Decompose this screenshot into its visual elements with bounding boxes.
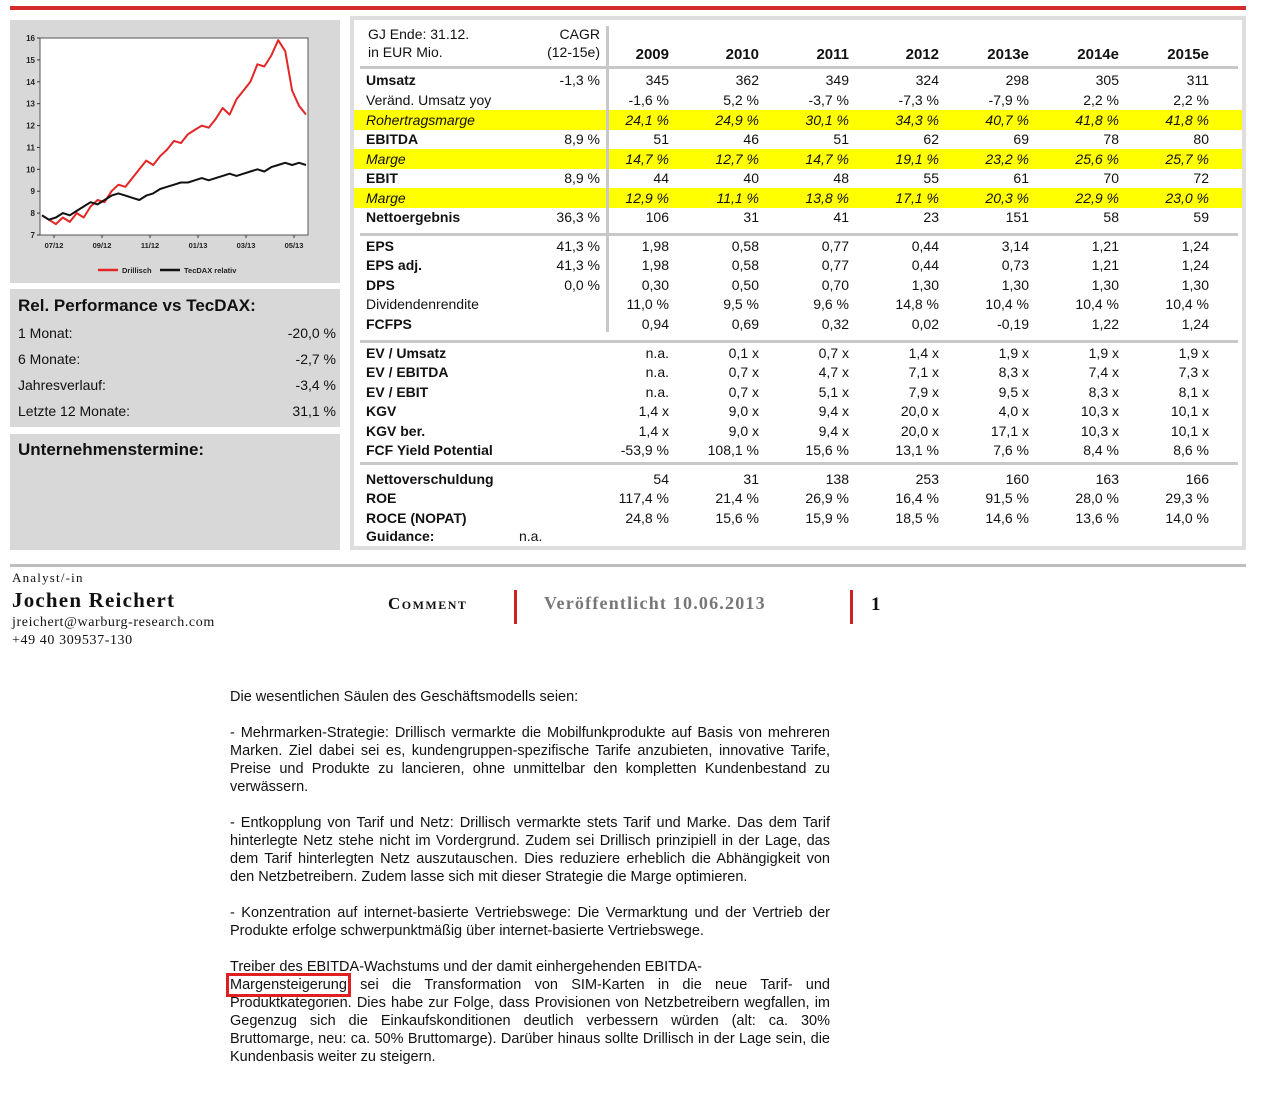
table-cell: 20,0 x: [900, 423, 939, 439]
y-tick-label: 15: [26, 55, 35, 65]
row-label: Rohertragsmarge: [366, 112, 475, 128]
table-row: [354, 362, 1242, 382]
table-cell: 0,58: [731, 257, 759, 273]
cagr-cell: 8,9 %: [564, 170, 600, 186]
table-cell: 1,21: [1091, 238, 1119, 254]
table-cell: 2,2 %: [1083, 92, 1119, 108]
row-label: DPS: [366, 277, 395, 293]
table-cell: 41,8 %: [1165, 112, 1209, 128]
x-tick-label: 09/12: [92, 241, 112, 250]
perf-row: [18, 377, 336, 393]
table-cell: 11,0 %: [626, 296, 669, 312]
table-cell: 69: [1013, 131, 1029, 147]
y-tick-label: 7: [30, 231, 35, 240]
x-tick-label: 03/13: [236, 241, 256, 250]
table-cell: 10,1 x: [1170, 423, 1209, 439]
table-cell: 0,50: [731, 277, 759, 293]
table-cell: 15,6 %: [805, 442, 849, 458]
table-cell: 46: [743, 131, 759, 147]
table-cell: 7,9 x: [908, 384, 939, 400]
cagr-period-header: (12-15e): [547, 44, 600, 60]
table-cell: 8,1 x: [1178, 384, 1209, 400]
table-cell: 151: [1005, 209, 1029, 225]
table-cell: 11,1 %: [716, 190, 759, 206]
table-row: [354, 70, 1242, 90]
table-cell: 0,32: [821, 316, 849, 332]
row-label: Veränd. Umsatz yoy: [366, 92, 492, 108]
red-divider: [514, 590, 517, 624]
table-cell: 26,9 %: [805, 490, 849, 506]
table-row: [354, 275, 1242, 295]
table-cell: 8,3 x: [1088, 384, 1119, 400]
table-cell: 44: [653, 170, 669, 186]
perf-row: [18, 351, 336, 367]
table-cell: 8,3 x: [998, 364, 1029, 380]
table-cell: 41: [833, 209, 849, 225]
table-cell: 9,6 %: [813, 296, 849, 312]
perf-label: 1 Monat:: [18, 325, 73, 341]
paragraph: Die wesentlichen Säulen des Geschäftsmodells seien:: [230, 689, 579, 705]
table-cell: 1,24: [1181, 316, 1209, 332]
year-header: 2014e: [1077, 46, 1119, 63]
article-body: [230, 688, 830, 1084]
table-cell: 0,7 x: [818, 345, 849, 361]
table-cell: 0,70: [821, 277, 849, 293]
table-cell: 0,77: [821, 257, 849, 273]
row-label: EPS adj.: [366, 257, 423, 273]
table-cell: 80: [1193, 131, 1209, 147]
table-cell: 1,9 x: [1178, 345, 1209, 361]
row-label: EBIT: [366, 170, 398, 186]
table-row: [354, 294, 1242, 314]
y-tick-label: 12: [26, 121, 35, 131]
table-cell: n.a.: [645, 384, 669, 400]
table-cell: 9,5 x: [998, 384, 1029, 400]
table-cell: 8,6 %: [1173, 442, 1209, 458]
table-cell: 10,3 x: [1080, 423, 1119, 439]
y-tick-label: 10: [26, 165, 35, 175]
analyst-phone: +49 40 309537-130: [12, 633, 133, 648]
table-cell: 298: [1005, 72, 1029, 88]
table-cell: 4,7 x: [818, 364, 849, 380]
table-cell: 20,3 %: [985, 190, 1029, 206]
table-cell: 0,1 x: [728, 345, 759, 361]
table-cell: 15,6 %: [715, 510, 759, 526]
table-cell: 31: [743, 471, 759, 487]
table-row: [354, 469, 1242, 489]
table-cell: 58: [1103, 209, 1119, 225]
x-tick-label: 07/12: [44, 241, 64, 250]
table-cell: 7,6 %: [993, 442, 1029, 458]
table-cell: 8,4 %: [1083, 442, 1119, 458]
table-cell: 7,3 x: [1178, 364, 1209, 380]
header-separator: [360, 66, 1238, 69]
published-date: Veröffentlicht 10.06.2013: [544, 593, 766, 613]
perf-label: 6 Monate:: [18, 351, 81, 367]
table-cell: 324: [915, 72, 939, 88]
table-cell: 14,6 %: [985, 510, 1029, 526]
page-number: 1: [871, 594, 881, 615]
table-cell: 10,1 x: [1170, 403, 1209, 419]
table-cell: 1,4 x: [908, 345, 939, 361]
table-cell: 0,69: [731, 316, 759, 332]
table-cell: 1,98: [641, 238, 669, 254]
company-events-panel: [10, 434, 340, 550]
table-row: [354, 440, 1242, 460]
table-cell: 345: [645, 72, 669, 88]
perf-label: Letzte 12 Monate:: [18, 403, 131, 419]
table-row: [354, 90, 1242, 110]
plot-area: [40, 38, 308, 235]
section-rule: [10, 564, 1246, 567]
table-cell: 24,8 %: [625, 510, 669, 526]
red-divider: [850, 590, 853, 624]
table-cell: 10,4 %: [1075, 296, 1119, 312]
financials-table: [354, 20, 1242, 546]
table-row: [354, 110, 1242, 130]
cagr-cell: -1,3 %: [559, 72, 600, 88]
table-cell: 40: [743, 170, 759, 186]
table-cell: 21,4 %: [715, 490, 759, 506]
table-row: [354, 343, 1242, 363]
table-cell: 23: [923, 209, 939, 225]
legend-label: TecDAX relativ: [184, 266, 237, 275]
table-cell: 41,8 %: [1075, 112, 1119, 128]
table-cell: 106: [645, 209, 669, 225]
table-cell: 9,0 x: [728, 403, 759, 419]
cagr-cell: 41,3 %: [556, 238, 600, 254]
table-cell: 48: [833, 170, 849, 186]
table-cell: 7,4 x: [1088, 364, 1119, 380]
table-cell: 163: [1095, 471, 1119, 487]
row-label: Nettoergebnis: [366, 209, 461, 225]
table-cell: 15,9 %: [805, 510, 849, 526]
group-separator: [360, 340, 1238, 343]
analyst-email[interactable]: jreichert@warburg-research.com: [12, 615, 215, 630]
table-cell: 24,1 %: [625, 112, 669, 128]
table-cell: 108,1 %: [707, 442, 759, 458]
table-cell: 13,6 %: [1075, 510, 1119, 526]
table-row: [354, 236, 1242, 256]
row-label: Marge: [366, 190, 406, 206]
table-cell: 13,8 %: [805, 190, 849, 206]
table-cell: 3,14: [1001, 238, 1029, 254]
row-label: FCFPS: [366, 316, 412, 332]
perf-value: -20,0 %: [287, 325, 336, 341]
table-cell: 0,44: [911, 238, 939, 254]
table-cell: 12,7 %: [715, 151, 759, 167]
table-cell: 78: [1103, 131, 1119, 147]
row-label: Marge: [366, 151, 406, 167]
row-label: ROE: [366, 490, 397, 506]
analyst-name: Jochen Reichert: [12, 588, 176, 612]
table-cell: 62: [923, 131, 939, 147]
table-cell: 0,44: [911, 257, 939, 273]
table-cell: 1,98: [641, 257, 669, 273]
paragraph: - Entkopplung von Tarif und Netz: Drillisch vermarkte stets Tarif und Marke. Das dem Tarif hinterlegte Netz stehe nicht im Vordergrund. Zudem sei Drillisch prinzipiell in der Lage, das dem Tarif hinterlegten Netz auszutauschen. Dies reduziere erheblich die Abhängigkeit von den Netzbetreibern. Zudem lasse sich mit dieser Strategie die Marge optimieren.: [230, 815, 830, 885]
table-cell: 19,1 %: [895, 151, 939, 167]
relative-performance-panel: [10, 289, 340, 427]
year-header: 2013e: [987, 46, 1029, 63]
table-cell: 59: [1193, 209, 1209, 225]
y-tick-label: 9: [30, 187, 35, 197]
paragraph-text: Treiber des EBITDA-Wachstums und der damit einhergehenden EBITDA-: [230, 959, 702, 975]
table-cell: 117,4 %: [618, 490, 669, 506]
row-label: KGV ber.: [366, 423, 426, 439]
table-cell: 14,0 %: [1165, 510, 1209, 526]
table-cell: -3,7 %: [808, 92, 849, 108]
table-cell: 55: [923, 170, 939, 186]
table-cell: 0,7 x: [728, 364, 759, 380]
x-tick-label: 11/12: [140, 241, 160, 250]
row-label: Umsatz: [366, 72, 416, 88]
y-tick-label: 16: [26, 34, 35, 43]
table-cell: 1,22: [1091, 316, 1119, 332]
table-cell: 1,9 x: [1088, 345, 1119, 361]
table-cell: -53,9 %: [620, 442, 669, 458]
highlighted-term: Margensteigerung: [230, 977, 347, 993]
paragraph: - Konzentration auf internet-basierte Vertriebswege: Die Vermarktung und der Vertrieb der Produkte erfolge schwerpunktmäßig über internet-basierte Vertriebswege.: [230, 905, 830, 939]
table-cell: 0,7 x: [728, 384, 759, 400]
group-separator: [360, 233, 1238, 236]
table-cell: 16,4 %: [895, 490, 939, 506]
fiscal-year-header: GJ Ende: 31.12.: [368, 26, 470, 42]
table-cell: 5,1 x: [818, 384, 849, 400]
row-label: KGV: [366, 403, 397, 419]
row-label: EBITDA: [366, 131, 419, 147]
table-cell: 1,30: [1001, 277, 1029, 293]
cagr-cell: 8,9 %: [564, 131, 600, 147]
y-tick-label: 13: [26, 99, 35, 109]
paragraph: - Mehrmarken-Strategie: Drillisch vermarkte die Mobilfunkprodukte auf Basis von mehreren Marken. Ziel dabei sei es, kundengruppen-spezifische Tarife anzubieten, innovative Tarife, Preise und Produkte zu lancieren, ohne unmittelbar den kompletten Kundenbestand zu verwässern.: [230, 725, 830, 795]
table-cell: 305: [1095, 72, 1119, 88]
table-cell: 12,9 %: [625, 190, 669, 206]
row-label: ROCE (NOPAT): [366, 510, 467, 526]
table-cell: 1,4 x: [638, 403, 669, 419]
table-cell: -7,9 %: [988, 92, 1029, 108]
table-cell: 0,02: [911, 316, 939, 332]
guidance-value: n.a.: [519, 528, 543, 544]
table-cell: 51: [833, 131, 849, 147]
table-cell: 18,5 %: [895, 510, 939, 526]
table-row: [354, 421, 1242, 441]
table-row: [354, 207, 1242, 227]
x-tick-label: 01/13: [188, 241, 208, 250]
table-cell: 1,24: [1181, 257, 1209, 273]
group-separator: [360, 462, 1238, 465]
table-cell: 9,0 x: [728, 423, 759, 439]
table-cell: 0,94: [641, 316, 669, 332]
table-cell: 9,4 x: [818, 403, 849, 419]
table-cell: 1,30: [1091, 277, 1119, 293]
y-tick-label: 14: [26, 77, 35, 87]
paragraph-text: sei die Transformation von SIM-Karten in die neue Tarif- und Produktkategorien. Dies habe zur Folge, dass Provisionen von Netzbetreibern wegfallen, im Gegenzug sich die Einkaufskonditionen deutlich verbessern würden (alt: ca. 30% Bruttomarge, neu: ca. 50% Bruttomarge). Darüber hinaus sollte Drillisch in der Lage sein, die Kundenbasis weiter zu steigern.: [230, 977, 830, 1065]
table-cell: 17,1 %: [895, 190, 939, 206]
table-cell: 349: [825, 72, 849, 88]
table-row: [354, 129, 1242, 149]
table-cell: 166: [1185, 471, 1209, 487]
legend-label: Drillisch: [122, 266, 152, 275]
table-row: [354, 382, 1242, 402]
table-cell: 1,30: [911, 277, 939, 293]
table-cell: 1,30: [1181, 277, 1209, 293]
table-cell: 13,1 %: [895, 442, 939, 458]
table-cell: 0,73: [1001, 257, 1029, 273]
table-cell: 17,1 x: [990, 423, 1029, 439]
table-cell: 22,9 %: [1075, 190, 1119, 206]
table-cell: 23,0 %: [1165, 190, 1209, 206]
year-header: 2015e: [1167, 46, 1209, 63]
table-cell: 14,7 %: [805, 151, 849, 167]
document-type: Comment: [388, 594, 468, 613]
table-row: [354, 508, 1242, 528]
table-cell: 10,4 %: [1165, 296, 1209, 312]
guidance-label: Guidance:: [366, 528, 435, 544]
events-title: Unternehmenstermine:: [18, 440, 205, 459]
perf-value: -2,7 %: [295, 351, 336, 367]
table-cell: 0,30: [641, 277, 669, 293]
year-header: 2012: [905, 46, 939, 63]
stock-chart-panel: [10, 20, 340, 283]
row-label: Dividendenrendite: [366, 296, 479, 312]
table-cell: 72: [1193, 170, 1209, 186]
table-row: [354, 314, 1242, 334]
x-tick-label: 05/13: [284, 241, 304, 250]
year-header: 2009: [635, 46, 669, 63]
table-cell: n.a.: [645, 364, 669, 380]
analyst-label: Analyst/-in: [12, 570, 84, 585]
table-cell: 25,6 %: [1075, 151, 1119, 167]
y-tick-label: 11: [26, 143, 35, 153]
table-cell: 10,3 x: [1080, 403, 1119, 419]
column-separator: [606, 26, 609, 66]
table-cell: 70: [1103, 170, 1119, 186]
cagr-cell: 41,3 %: [556, 257, 600, 273]
table-row: [354, 401, 1242, 421]
table-row: [354, 255, 1242, 275]
table-cell: 51: [653, 131, 669, 147]
y-tick-label: 8: [30, 209, 35, 219]
cagr-cell: 0,0 %: [564, 277, 600, 293]
table-cell: 1,4 x: [638, 423, 669, 439]
table-cell: -0,19: [997, 316, 1029, 332]
table-cell: 9,4 x: [818, 423, 849, 439]
currency-header: in EUR Mio.: [368, 44, 443, 60]
guidance-row: [354, 526, 1242, 546]
table-cell: 31: [743, 209, 759, 225]
table-cell: 1,24: [1181, 238, 1209, 254]
stock-chart: [10, 20, 340, 283]
column-separator: [606, 236, 609, 332]
table-row: [354, 149, 1242, 169]
table-cell: 1,21: [1091, 257, 1119, 273]
table-cell: 34,3 %: [895, 112, 939, 128]
table-cell: 20,0 x: [900, 403, 939, 419]
table-cell: 362: [735, 72, 759, 88]
row-label: EV / EBIT: [366, 384, 429, 400]
paragraph: [230, 958, 830, 1066]
performance-title: Rel. Performance vs TecDAX:: [18, 296, 256, 315]
top-red-rule: [10, 6, 1246, 10]
table-cell: 138: [825, 471, 849, 487]
year-header: 2010: [725, 46, 759, 63]
year-header: 2011: [816, 46, 849, 63]
table-cell: 40,7 %: [985, 112, 1029, 128]
table-cell: -1,6 %: [628, 92, 669, 108]
table-cell: 2,2 %: [1173, 92, 1209, 108]
row-label: EPS: [366, 238, 395, 254]
perf-row: [18, 325, 336, 341]
table-cell: 25,7 %: [1165, 151, 1209, 167]
table-cell: 14,7 %: [625, 151, 669, 167]
perf-row: [18, 403, 336, 419]
row-label: EV / Umsatz: [366, 345, 447, 361]
table-cell: n.a.: [645, 345, 669, 361]
table-row: [354, 168, 1242, 188]
table-cell: 29,3 %: [1165, 490, 1209, 506]
perf-label: Jahresverlauf:: [18, 377, 106, 393]
table-cell: -7,3 %: [898, 92, 939, 108]
table-cell: 160: [1005, 471, 1029, 487]
perf-value: 31,1 %: [292, 403, 336, 419]
table-cell: 1,9 x: [998, 345, 1029, 361]
cagr-header: CAGR: [559, 26, 600, 42]
table-row: [354, 488, 1242, 508]
perf-value: -3,4 %: [295, 377, 336, 393]
table-cell: 14,8 %: [895, 296, 939, 312]
row-label: FCF Yield Potential: [366, 442, 493, 458]
table-cell: 7,1 x: [908, 364, 939, 380]
table-cell: 91,5 %: [985, 490, 1029, 506]
table-cell: 24,9 %: [715, 112, 759, 128]
table-cell: 28,0 %: [1075, 490, 1119, 506]
table-cell: 0,77: [821, 238, 849, 254]
table-row: [354, 188, 1242, 208]
table-cell: 311: [1186, 72, 1209, 88]
table-cell: 10,4 %: [985, 296, 1029, 312]
table-cell: 9,5 %: [723, 296, 759, 312]
column-separator: [606, 69, 609, 233]
table-cell: 61: [1013, 170, 1029, 186]
financials-panel: [350, 16, 1246, 550]
table-cell: 30,1 %: [805, 112, 849, 128]
table-cell: 54: [653, 471, 669, 487]
table-cell: 253: [915, 471, 939, 487]
table-cell: 4,0 x: [998, 403, 1029, 419]
cagr-cell: 36,3 %: [556, 209, 600, 225]
table-cell: 23,2 %: [985, 151, 1029, 167]
row-label: Nettoverschuldung: [366, 471, 494, 487]
table-cell: 5,2 %: [723, 92, 759, 108]
row-label: EV / EBITDA: [366, 364, 449, 380]
table-cell: 0,58: [731, 238, 759, 254]
